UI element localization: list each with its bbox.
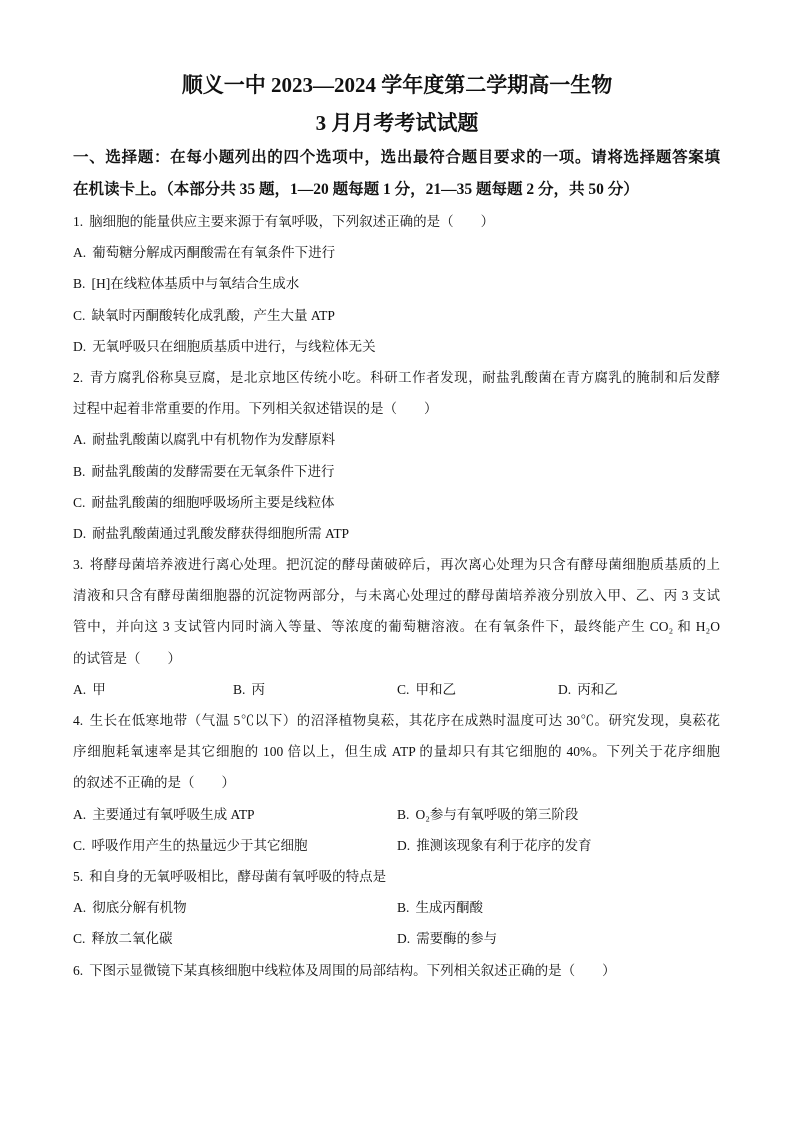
option-label: D. — [73, 338, 87, 354]
option-a — [73, 674, 233, 705]
question-number: 2. — [73, 369, 84, 385]
option-text: 无氧呼吸只在细胞质基质中进行，与线粒体无关 — [92, 338, 376, 354]
option-label: C. — [73, 931, 86, 947]
question-stem-line: 过程中起着非常重要的作用。下列相关叙述错误的是（ ） — [73, 401, 438, 417]
question-number: 6. — [73, 962, 84, 978]
option-label: C. — [73, 837, 86, 853]
option-label: A. — [73, 681, 87, 697]
option-text: 丙和乙 — [577, 681, 618, 697]
option-label: B. — [73, 463, 86, 479]
option-row — [73, 892, 720, 923]
option-a — [73, 237, 720, 268]
option-d — [397, 923, 720, 954]
option-b — [397, 799, 720, 830]
option-text: 主要通过有氧呼吸生成 ATP — [92, 806, 255, 822]
question-2 — [73, 362, 720, 549]
section-instructions — [73, 142, 720, 206]
option-text: 生成丙酮酸 — [415, 900, 483, 916]
option-label: A. — [73, 806, 87, 822]
option-c — [73, 300, 720, 331]
option-c — [397, 674, 558, 705]
question-6 — [73, 955, 720, 986]
option-d — [73, 331, 720, 362]
option-text: 耐盐乳酸菌的细胞呼吸场所主要是线粒体 — [91, 494, 335, 510]
option-label: B. — [73, 276, 86, 292]
question-list — [73, 206, 720, 986]
option-a — [73, 799, 397, 830]
question-stem-text: 脑细胞的能量供应主要来源于有氧呼吸，下列叙述正确的是（ ） — [89, 214, 495, 229]
section-instructions-line: 在机读卡上。（本部分共 35 题，1—20 题每题 1 分，21—35 题每题 2 分，共 50 分） — [73, 181, 639, 198]
question-stem-text: 下图示显微镜下某真核细胞中线粒体及周围的局部结构。下列相关叙述正确的是（ ） — [89, 962, 616, 978]
option-label: C. — [73, 494, 86, 510]
option-d — [397, 830, 720, 861]
option-b — [397, 892, 720, 923]
question-stem-text: 生长在低寒地带（气温 5℃以下）的沼泽植物臭菘，其花序在成熟时温度可达 30℃。研究发现，臭菘花 — [89, 713, 720, 728]
option-row — [73, 799, 720, 830]
option-text: 缺氧时丙酮酸转化成乳酸，产生大量 ATP — [91, 307, 335, 323]
option-label: B. — [397, 806, 410, 822]
question-number: 4. — [73, 713, 84, 728]
question-stem-line — [73, 861, 720, 892]
question-1 — [73, 206, 720, 362]
question-stem-line: 管中，并向这 3 支试管内同时滴入等量、等浓度的葡萄糖溶液。在有氧条件下，最终能产生 CO₂ 和 H₂O — [73, 619, 720, 635]
question-3 — [73, 549, 720, 705]
option-a — [73, 424, 720, 455]
question-stem-line: 的试管是（ ） — [73, 650, 181, 666]
question-stem-line — [73, 362, 720, 393]
option-label: C. — [397, 681, 410, 697]
option-label: D. — [397, 931, 411, 947]
option-label: C. — [73, 307, 86, 323]
option-text: 呼吸作用产生的热量远少于其它细胞 — [91, 837, 308, 853]
question-stem-line — [73, 705, 720, 736]
option-c — [73, 923, 397, 954]
option-text: 耐盐乳酸菌通过乳酸发酵获得细胞所需 ATP — [92, 525, 350, 541]
option-label: B. — [397, 900, 410, 916]
option-text: [H]在线粒体基质中与氧结合生成水 — [91, 276, 300, 292]
question-stem-text: 青方腐乳俗称臭豆腐，是北京地区传统小吃。科研工作者发现，耐盐乳酸菌在青方腐乳的腌制和后发酵 — [89, 369, 720, 385]
option-text: 丙 — [251, 681, 265, 697]
question-number: 5. — [73, 868, 84, 884]
option-row — [73, 923, 720, 954]
question-stem-line — [73, 206, 720, 237]
section-instructions-line: 一、选择题：在每小题列出的四个选项中，选出最符合题目要求的一项。请将选择题答案填 — [73, 149, 720, 166]
option-text: 需要酶的参与 — [416, 931, 498, 947]
option-text: 甲和乙 — [415, 681, 456, 697]
option-c — [73, 830, 397, 861]
option-text: 甲 — [92, 681, 106, 697]
option-b — [73, 268, 720, 299]
option-label: B. — [233, 681, 246, 697]
exam-subtitle: 3 月月考考试试题 — [315, 111, 479, 135]
exam-title: 顺义一中 2023—2024 学年度第二学期高一生物 — [181, 73, 613, 97]
question-number: 1. — [73, 214, 84, 229]
option-a — [73, 892, 397, 923]
option-label: D. — [73, 525, 87, 541]
option-label: D. — [397, 837, 411, 853]
option-text: 耐盐乳酸菌的发酵需要在无氧条件下进行 — [91, 463, 335, 479]
option-label: D. — [558, 681, 572, 697]
question-5 — [73, 861, 720, 955]
question-stem-text: 和自身的无氧呼吸相比，酵母菌有氧呼吸的特点是 — [89, 868, 387, 884]
option-text: 耐盐乳酸菌以腐乳中有机物作为发酵原料 — [92, 432, 336, 448]
option-text: 释放二氧化碳 — [91, 931, 173, 947]
option-text: 彻底分解有机物 — [92, 900, 187, 916]
question-stem-line: 序细胞耗氧速率是其它细胞的 100 倍以上，但生成 ATP 的量却只有其它细胞的 40%。下列关于花序细胞 — [73, 744, 720, 760]
option-d — [73, 518, 720, 549]
option-text: 推测该现象有利于花序的发育 — [416, 837, 592, 853]
question-stem-text: 将酵母菌培养液进行离心处理。把沉淀的酵母菌破碎后，再次离心处理为只含有酵母菌细胞质基质的上 — [89, 557, 720, 573]
option-c — [73, 487, 720, 518]
option-text: 葡萄糖分解成丙酮酸需在有氧条件下进行 — [92, 245, 336, 261]
option-text: O₂参与有氧呼吸的第三阶段 — [415, 806, 579, 822]
option-label: A. — [73, 432, 87, 448]
question-stem-line: 清液和只含有酵母菌细胞器的沉淀物两部分，与未离心处理过的酵母菌培养液分别放入甲、乙、丙 3 支试 — [73, 588, 720, 604]
option-row — [73, 674, 720, 705]
question-stem-line: 的叙述不正确的是（ ） — [73, 775, 235, 791]
question-number: 3. — [73, 557, 84, 573]
option-row — [73, 830, 720, 861]
option-b — [233, 674, 397, 705]
question-stem-line — [73, 549, 720, 580]
question-4 — [73, 705, 720, 861]
option-d — [558, 674, 720, 705]
option-label: A. — [73, 245, 87, 261]
option-label: A. — [73, 900, 87, 916]
question-stem-line — [73, 955, 720, 986]
option-b — [73, 456, 720, 487]
